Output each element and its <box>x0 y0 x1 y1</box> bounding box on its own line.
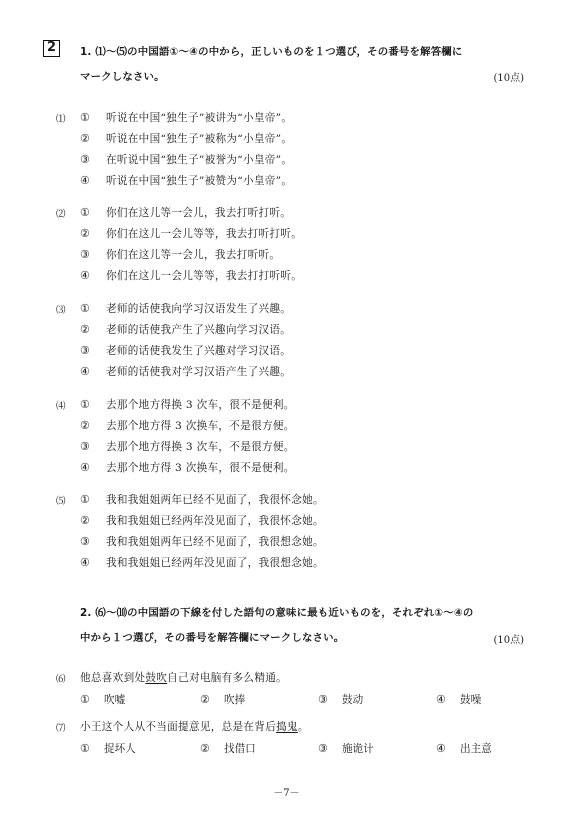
part1-instruction-line2: マークしなさい。 <box>80 71 165 83</box>
part1-instruction-line1: 1. ⑴～⑸の中国語①～④の中から，正しいものを１つ選び，その番号を解答欄に <box>80 46 463 58</box>
question-sentence: 他总喜欢到处鼓吹自己对电脑有多么精通。 <box>80 672 288 684</box>
choice-1[interactable]: ① 捉坏人 <box>80 742 136 755</box>
question-label: ⑷ <box>56 401 66 412</box>
choice-4[interactable]: ④ 出主意 <box>436 742 492 755</box>
option-3[interactable]: ③ 老师的话使我发生了兴趣对学习汉语。 <box>80 344 292 357</box>
option-2[interactable]: ② 我和我姐姐已经两年没见面了，我很怀念她。 <box>80 514 324 527</box>
choice-2[interactable]: ② 吹捧 <box>200 693 246 706</box>
part1-points: (10点) <box>493 73 524 84</box>
option-2[interactable]: ② 去那个地方得 3 次换车，不是很方便。 <box>80 419 295 432</box>
option-2[interactable]: ② 你们在这儿一会儿等等，我去打听打听。 <box>80 227 303 240</box>
option-3[interactable]: ③ 在听说中国“独生子”被誉为“小皇帝”。 <box>80 153 293 166</box>
option-4[interactable]: ④ 你们在这儿一会儿等等，我去打打听听。 <box>80 269 303 282</box>
page-number: －7－ <box>273 788 300 799</box>
choice-1[interactable]: ① 吹嘘 <box>80 693 126 706</box>
question-label: ⑴ <box>56 114 66 125</box>
part2-points: (10点) <box>493 635 524 646</box>
option-2[interactable]: ② 老师的话使我产生了兴趣向学习汉语。 <box>80 323 292 336</box>
option-1[interactable]: ① 去那个地方得换 3 次车，很不是便利。 <box>80 398 295 411</box>
choice-2[interactable]: ② 找借口 <box>200 742 256 755</box>
choice-3[interactable]: ③ 施诡计 <box>318 742 374 755</box>
question-label: ⑺ <box>56 723 66 734</box>
underlined-phrase: 捣鬼 <box>276 721 298 733</box>
question-label: ⑹ <box>56 674 66 685</box>
option-1[interactable]: ① 我和我姐姐两年已经不见面了，我很怀念她。 <box>80 493 324 506</box>
question-sentence: 小王这个人从不当面提意见，总是在背后捣鬼。 <box>80 721 309 733</box>
option-3[interactable]: ③ 去那个地方得换 3 次车，不是很方便。 <box>80 440 295 453</box>
question-label: ⑸ <box>56 496 66 507</box>
option-3[interactable]: ③ 我和我姐姐两年已经不见面了，我很想念她。 <box>80 535 324 548</box>
choice-3[interactable]: ③ 鼓动 <box>318 693 364 706</box>
option-4[interactable]: ④ 听说在中国“独生子”被赞为“小皇帝”。 <box>80 174 293 187</box>
option-4[interactable]: ④ 去那个地方得 3 次换车，很不是便利。 <box>80 461 295 474</box>
part2-instruction-line1: 2. ⑹～⑽の中国語の下線を付した語句の意味に最も近いものを，それぞれ①～④の <box>80 607 474 619</box>
question-number-box: 2 <box>43 40 60 57</box>
option-1[interactable]: ① 老师的话使我向学习汉语发生了兴趣。 <box>80 302 292 315</box>
choice-4[interactable]: ④ 鼓噪 <box>436 693 482 706</box>
question-label: ⑵ <box>56 209 66 220</box>
option-3[interactable]: ③ 你们在这儿等一会儿，我去打听听。 <box>80 248 281 261</box>
underlined-phrase: 鼓吹 <box>145 672 168 684</box>
option-4[interactable]: ④ 老师的话使我对学习汉语产生了兴趣。 <box>80 365 292 378</box>
part2-instruction-line2: 中から１つ選び，その番号を解答欄にマークしなさい。 <box>80 632 345 644</box>
option-1[interactable]: ① 听说在中国“独生子”被讲为“小皇帝”。 <box>80 111 293 124</box>
option-2[interactable]: ② 听说在中国“独生子”被称为“小皇帝”。 <box>80 132 293 145</box>
option-1[interactable]: ① 你们在这儿等一会儿，我去打听打听。 <box>80 206 292 219</box>
question-label: ⑶ <box>56 305 66 316</box>
option-4[interactable]: ④ 我和我姐姐已经两年没见面了，我很想念她。 <box>80 556 324 569</box>
